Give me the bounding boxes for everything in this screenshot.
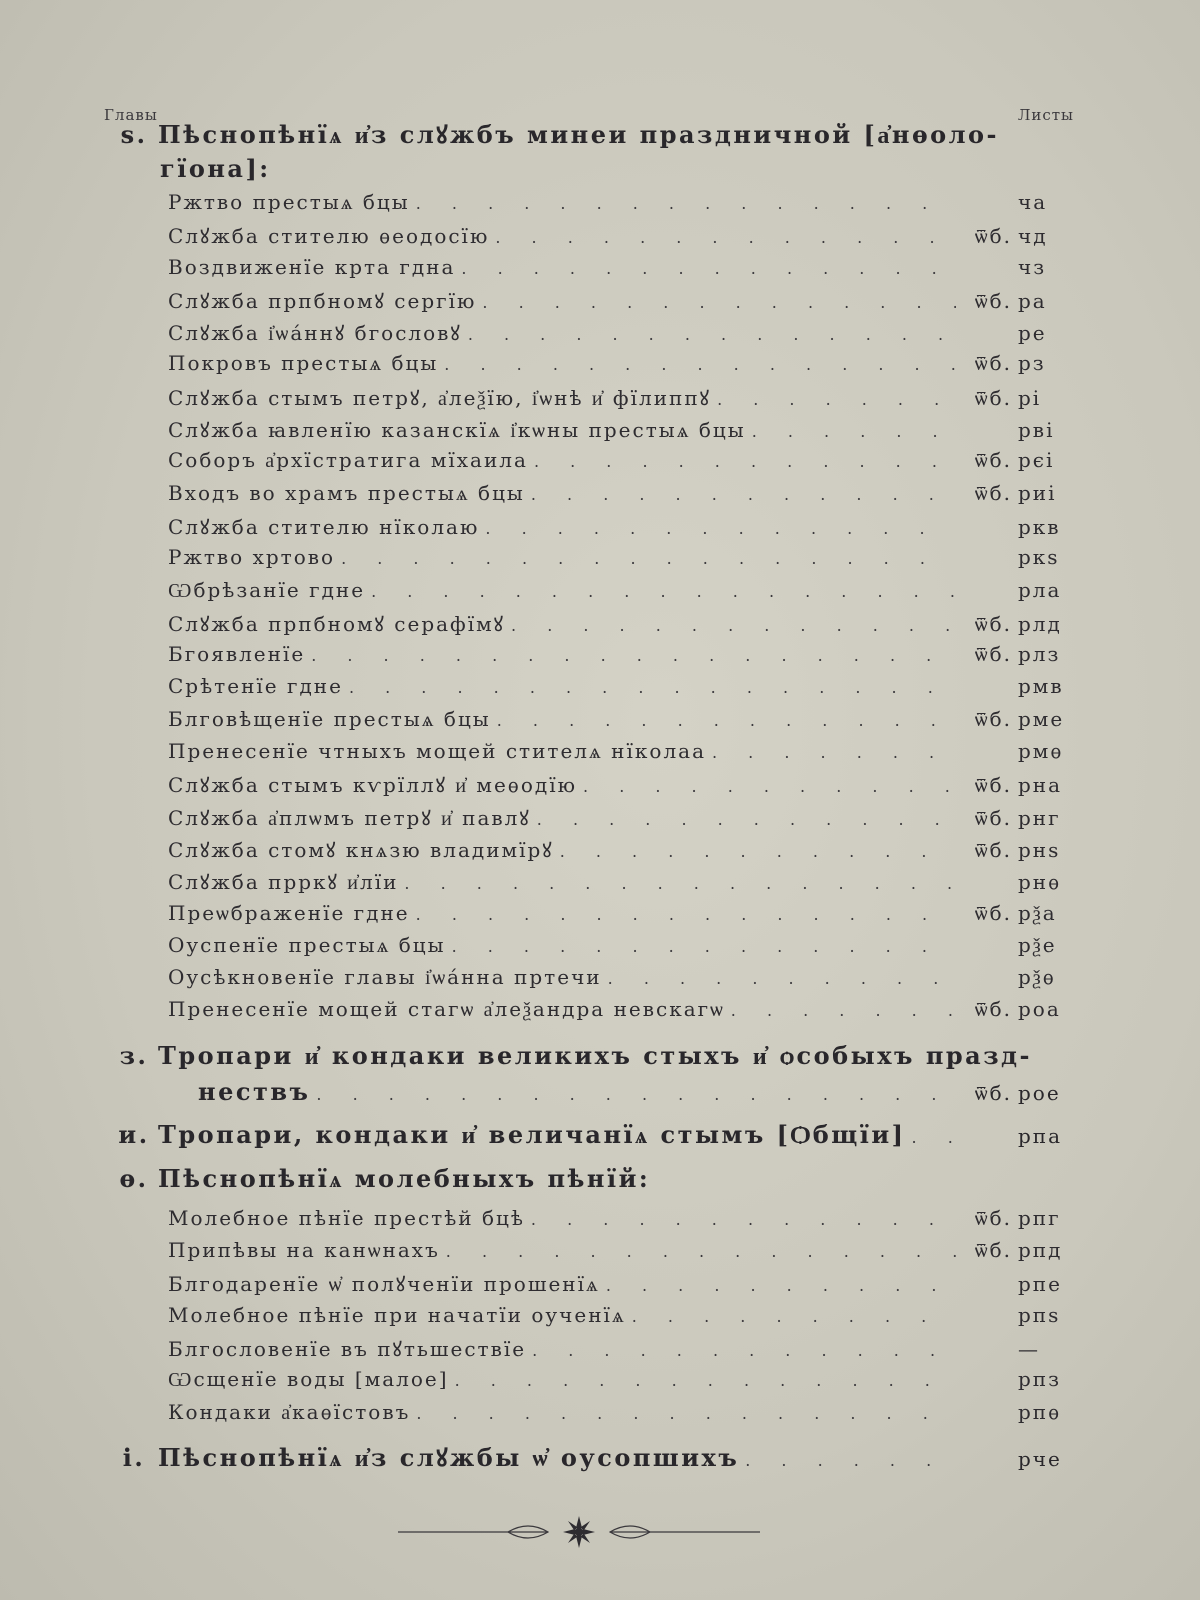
dot-leader [335, 549, 956, 568]
dot-leader [554, 842, 956, 861]
reference-mark: ѿб. [974, 900, 1012, 925]
toc-entry [168, 545, 1070, 577]
toc-entry [168, 674, 1070, 706]
toc-entry [168, 933, 1070, 965]
dot-leader [528, 452, 956, 471]
folio-number: рна [1018, 773, 1063, 798]
entry-title: Блгословенїе въ пꙋтьшествїе [168, 1336, 527, 1361]
toc-entry [168, 707, 1070, 739]
reference-mark: ѿб. [974, 837, 1012, 862]
section-number: з. [119, 1040, 149, 1070]
reference-mark: ѿб. [974, 480, 1012, 505]
section-title-line: Пѣснопѣнїѧ молебныхъ пѣнїй: [158, 1163, 651, 1193]
section-title-line: Пѣснопѣнїѧ и҆з слꙋжбы ѡ҆ оусопшихъ [158, 1442, 740, 1472]
toc-entry [168, 255, 1070, 287]
dot-leader [479, 519, 956, 538]
entry-title: Срѣтенїе гдне [168, 674, 343, 699]
toc-entry [168, 1367, 1070, 1399]
folio-number: рче [1018, 1446, 1062, 1471]
dot-leader [525, 1210, 956, 1229]
toc-entry [168, 416, 1070, 448]
dot-leader [449, 1371, 956, 1390]
toc-entry [168, 1335, 1070, 1367]
toc-entry [168, 1303, 1070, 1335]
entry-title: Блговѣщенїе престыѧ бцы [168, 706, 491, 731]
reference-mark: ѿб. [974, 224, 1012, 249]
dot-leader [602, 969, 956, 988]
dot-leader [455, 259, 956, 278]
toc-entry [168, 222, 1070, 254]
folio-number: ре [1018, 321, 1047, 346]
reference-mark: ѿб. [974, 1238, 1012, 1263]
reference-mark: ѿб. [974, 351, 1012, 376]
toc-entry [168, 642, 1070, 674]
folio-number: рнѳ [1018, 870, 1062, 895]
folio-number: рла [1018, 577, 1062, 602]
reference-mark: ѿб. [974, 611, 1012, 636]
toc-entry [168, 804, 1070, 836]
folio-number: ра [1018, 288, 1047, 313]
reference-mark: ѿб. [974, 642, 1012, 667]
dot-leader [906, 1120, 956, 1156]
dot-leader [706, 743, 956, 762]
reference-mark: ѿб. [974, 1080, 1012, 1105]
folio-number: рлд [1018, 611, 1062, 636]
section-number: ѕ. [120, 120, 148, 149]
table-of-contents [110, 118, 1070, 1479]
section-6-entries [168, 190, 1070, 1030]
entry-title: Ржтво хртово [168, 545, 336, 570]
dot-leader [305, 646, 956, 665]
dot-leader [525, 485, 956, 504]
folio-number: рі [1018, 385, 1042, 410]
entry-title: Слꙋжба прпбномꙋ серафїмꙋ [168, 611, 506, 636]
reference-mark: ѿб. [974, 288, 1012, 313]
folio-number: рѯа [1018, 900, 1057, 925]
floral-ornament-icon [398, 1512, 760, 1552]
section-title-line: гїона]: [160, 154, 271, 183]
folio-number: рві [1018, 418, 1055, 443]
entry-title: Припѣвы на канѡнахъ [168, 1238, 440, 1263]
entry-title: Бгоявленїе [168, 642, 306, 667]
section-7-title [110, 1038, 1070, 1074]
dot-leader [491, 711, 956, 730]
entry-title: Пренесенїе мощей стагѡ а҆леѯандра невскагѡ [168, 997, 725, 1022]
section-10-title [110, 1440, 1070, 1479]
toc-entry [168, 739, 1070, 771]
folio-number: рѯе [1018, 932, 1057, 957]
folio-number: роа [1018, 997, 1061, 1022]
reference-mark: ѿб. [974, 773, 1012, 798]
toc-entry [168, 836, 1070, 868]
dot-leader [343, 678, 956, 697]
entry-title: Слꙋжба прркꙋ и҆лїи [168, 870, 399, 895]
entry-title: Слꙋжба прпбномꙋ сергїю [168, 288, 477, 313]
folio-number: рлз [1018, 642, 1061, 667]
section-9-title [110, 1162, 1070, 1196]
toc-entry [168, 384, 1070, 416]
section-title-line: Пѣснопѣнїѧ и҆з слꙋжбъ минеи праздничной [а҆нѳоло- [158, 120, 999, 149]
toc-entry [168, 513, 1070, 545]
section-title-line: Тропари, кондаки и҆ величанїѧ стымъ [Ѻбщїи] [158, 1119, 906, 1149]
toc-entry [168, 319, 1070, 351]
reference-mark: ѿб. [974, 805, 1012, 830]
entry-title: Ѡсщенїе воды [малое] [168, 1367, 449, 1392]
dot-leader [531, 810, 956, 829]
folio-number: рпз [1018, 1367, 1062, 1392]
folio-number: рѯѳ [1018, 965, 1056, 990]
dot-leader [626, 1307, 956, 1326]
dot-leader [438, 355, 956, 374]
toc-entry [168, 578, 1070, 610]
dot-leader [600, 1276, 956, 1295]
section-number: ѳ. [119, 1163, 149, 1193]
entry-title: Слꙋжба стителю ѳеодосїю [168, 224, 490, 249]
entry-title: Воздвиженїе крта гдна [168, 254, 456, 279]
entry-title: Молебное пѣнїе при начатїи оученїѧ [168, 1302, 626, 1327]
dot-leader [725, 1001, 956, 1020]
entry-title: Соборъ а҆рхїстратига мїхаила [168, 448, 528, 473]
folio-number: чз [1018, 254, 1047, 279]
folio-number: — [1018, 1336, 1040, 1361]
entry-title: Оуспенїе престыѧ бцы [168, 932, 446, 957]
toc-entry [168, 771, 1070, 803]
entry-title: Слꙋжба стымъ кѵрїллꙋ и҆ меѳодїю [168, 773, 578, 798]
dot-leader [577, 777, 956, 796]
folio-number: ркѕ [1018, 545, 1060, 570]
dot-leader [711, 390, 956, 409]
dot-leader [410, 905, 956, 924]
entry-title: Ѡбрѣзанїе гдне [168, 577, 366, 602]
section-9-entries [168, 1206, 1070, 1432]
dot-leader [310, 1077, 956, 1113]
section-title-line: Тропари и҆ кондаки великихъ стыхъ и҆ ѻсобыхъ празд- [158, 1040, 1032, 1070]
reference-mark: ѿб. [974, 448, 1012, 473]
folio-number: рпа [1018, 1123, 1063, 1148]
reference-mark: ѿб. [974, 1205, 1012, 1230]
folio-number: ркв [1018, 514, 1061, 539]
folio-number: рпг [1018, 1205, 1061, 1230]
folio-number: рме [1018, 706, 1065, 731]
folio-number: рнг [1018, 805, 1061, 830]
entry-title: Слꙋжба і҆ѡа́ннꙋ бгословꙋ [168, 321, 462, 346]
entry-title: Кондаки а҆каѳїстовъ [168, 1399, 411, 1424]
section-title-line: нествъ [198, 1076, 311, 1106]
folio-number: рєі [1018, 448, 1055, 473]
toc-entry [168, 1400, 1070, 1432]
reference-mark: ѿб. [974, 706, 1012, 731]
entry-title: Слꙋжба а҆плѡмъ петрꙋ и҆ павлꙋ [168, 805, 531, 830]
dot-leader [365, 582, 956, 601]
toc-entry [168, 1206, 1070, 1238]
folio-number: рнѕ [1018, 837, 1061, 862]
dot-leader [462, 325, 956, 344]
reference-mark: ѿб. [974, 997, 1012, 1022]
entry-title: Слꙋжба стителю нїколаю [168, 514, 480, 539]
toc-entry [168, 1238, 1070, 1270]
dot-leader [410, 194, 956, 213]
dot-leader [440, 1242, 956, 1261]
entry-title: Слꙋжба стомꙋ кнѧзю владимїрꙋ [168, 837, 554, 862]
section-6-title [110, 118, 1070, 186]
entry-title: Слꙋжба ꙗвленїю казанскїѧ і҆кѡны престыѧ бцы [168, 418, 746, 443]
folio-number: рпѳ [1018, 1399, 1062, 1424]
toc-entry [168, 868, 1070, 900]
dot-leader [446, 937, 956, 956]
toc-entry [168, 965, 1070, 997]
section-7-continuation [110, 1074, 1070, 1113]
folio-number: рпѕ [1018, 1302, 1061, 1327]
toc-entry [168, 997, 1070, 1029]
toc-entry [168, 901, 1070, 933]
entry-title: Молебное пѣнїе престѣй бцѣ [168, 1205, 525, 1230]
dot-leader [489, 228, 956, 247]
header-chapters: Главы [104, 106, 158, 124]
folio-number: рпд [1018, 1238, 1063, 1263]
toc-entry [168, 287, 1070, 319]
entry-title: Блгодаренїе ѡ҆ полꙋченїи прошенїѧ [168, 1272, 600, 1297]
dot-leader [410, 1404, 956, 1423]
folio-number: риі [1018, 480, 1057, 505]
toc-entry [168, 481, 1070, 513]
toc-entry [168, 610, 1070, 642]
folio-number: рпе [1018, 1272, 1062, 1297]
section-number: і. [122, 1442, 146, 1472]
dot-leader [746, 422, 956, 441]
entry-title: Преѡбраженїе гдне [168, 900, 410, 925]
entry-title: Слꙋжба стымъ петрꙋ, а҆леѯїю, і҆ѡнѣ и҆ фїлиппꙋ [168, 385, 712, 410]
entry-title: Пренесенїе чтныхъ мощей стителѧ нїколаа [168, 739, 706, 764]
toc-entry [168, 351, 1070, 383]
header-folios: Листы [1017, 106, 1074, 124]
toc-entry [168, 1270, 1070, 1302]
section-8-title [110, 1117, 1070, 1156]
reference-mark: ѿб. [974, 385, 1012, 410]
folio-number: рмв [1018, 674, 1064, 699]
dot-leader [476, 293, 956, 312]
dot-leader [398, 874, 956, 893]
entry-title: Ржтво престыѧ бцы [168, 190, 410, 214]
dot-leader [739, 1443, 956, 1479]
entry-title: Оусѣкновенїе главы і҆ѡа́нна пртечи [168, 965, 602, 990]
dot-leader [526, 1341, 956, 1360]
entry-title: Покровъ престыѧ бцы [168, 351, 439, 376]
section-number: и. [118, 1119, 150, 1149]
folio-number: рое [1018, 1080, 1061, 1105]
folio-number: чд [1018, 224, 1048, 249]
folio-number: рз [1018, 351, 1046, 376]
toc-entry [168, 190, 1070, 222]
entry-title: Входъ во храмъ престыѧ бцы [168, 480, 525, 505]
folio-number: рмѳ [1018, 739, 1064, 764]
dot-leader [505, 616, 956, 635]
toc-entry [168, 448, 1070, 480]
folio-number: ча [1018, 190, 1048, 214]
